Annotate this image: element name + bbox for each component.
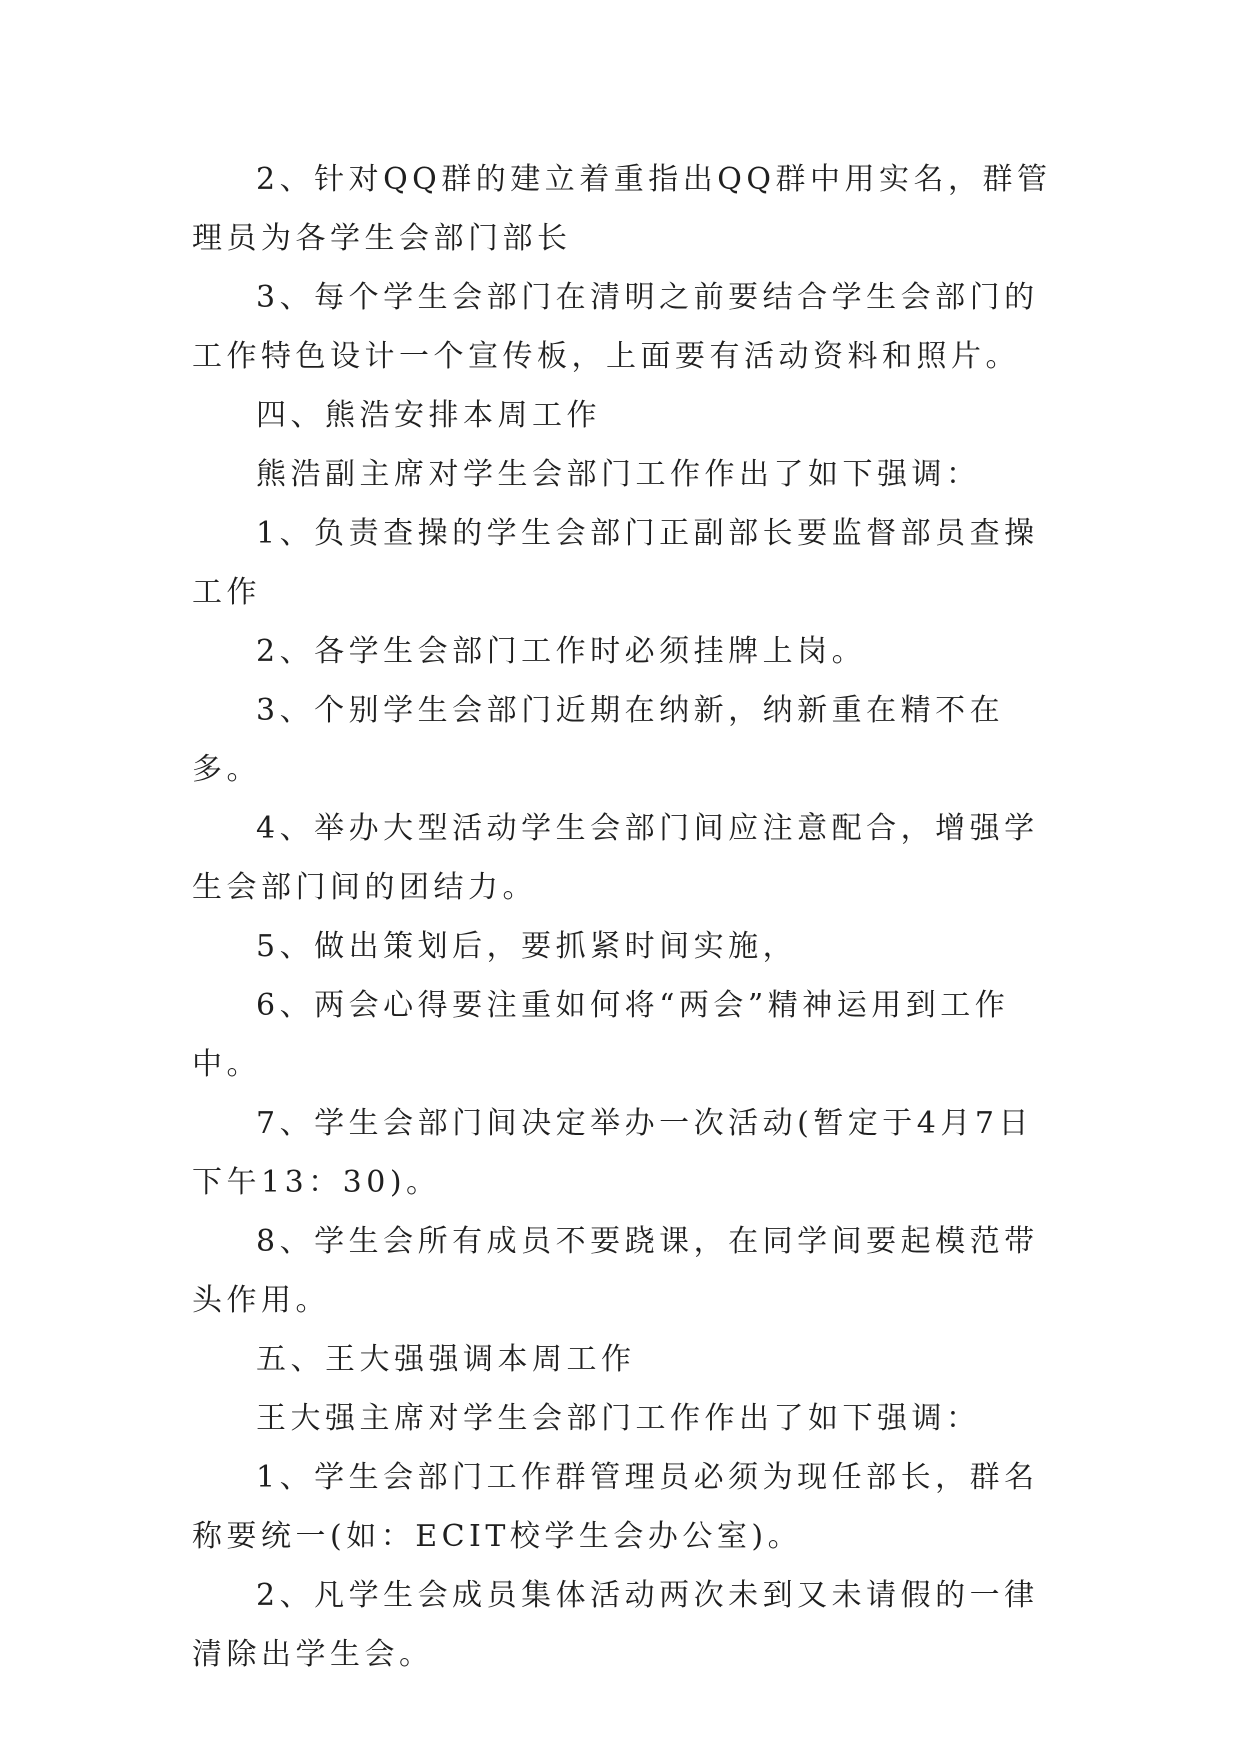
paragraph-exercise-check: 1、负责查操的学生会部门正副部长要监督部员查操工作 (192, 516, 1039, 610)
paragraph-two-sessions: 6、两会心得要注重如何将“两会”精神运用到工作中。 (192, 988, 1010, 1082)
paragraph-publicity-board: 3、每个学生会部门在清明之前要结合学生会部门的工作特色设计一个宣传板，上面要有活动资料和照片。 (192, 280, 1039, 374)
paragraph-wang-daqiang-intro: 王大强主席对学生会部门工作作出了如下强调： (256, 1401, 981, 1436)
paragraph-absence-rule: 2、凡学生会成员集体活动两次未到又未请假的一律清除出学生会。 (192, 1578, 1039, 1672)
paragraph-no-skipping-class: 8、学生会所有成员不要跷课，在同学间要起模范带头作用。 (192, 1224, 1039, 1318)
paragraph-cooperation: 4、举办大型活动学生会部门间应注意配合，增强学生会部门间的团结力。 (192, 811, 1039, 905)
paragraph-recruitment: 3、个别学生会部门近期在纳新，纳新重在精不在多。 (192, 693, 1005, 787)
paragraph-xiong-hao-intro: 熊浩副主席对学生会部门工作作出了如下强调： (256, 457, 981, 492)
paragraph-group-admin: 1、学生会部门工作群管理员必须为现任部长，群名称要统一(如：ECIT校学生会办公室)。 (192, 1460, 1039, 1554)
document-body (192, 150, 1052, 1684)
paragraph-joint-activity: 7、学生会部门间决定举办一次活动(暂定于4月7日下午13：30)。 (192, 1106, 1033, 1200)
section-heading-xiong-hao: 四、熊浩安排本周工作 (256, 398, 601, 433)
paragraph-qq-group: 2、针对QQ群的建立着重指出QQ群中用实名，群管理员为各学生会部门部长 (192, 162, 1052, 256)
section-heading-wang-daqiang: 五、王大强强调本周工作 (256, 1342, 636, 1377)
paragraph-badge-on-duty: 2、各学生会部门工作时必须挂牌上岗。 (256, 634, 867, 669)
paragraph-planning: 5、做出策划后，要抓紧时间实施， (256, 929, 798, 964)
